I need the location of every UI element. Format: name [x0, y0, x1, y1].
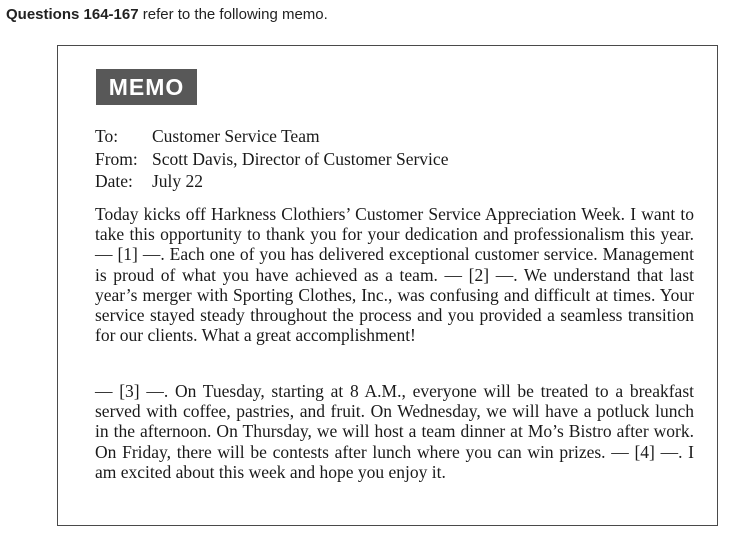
- memo-from-row: [95, 148, 448, 171]
- question-intro: [6, 6, 328, 23]
- memo-box: [57, 45, 718, 526]
- memo-from-label: From:: [95, 148, 138, 169]
- memo-to-value: Customer Service Team: [152, 126, 320, 146]
- memo-to-row: [95, 125, 448, 148]
- memo-to-label: To:: [95, 126, 119, 146]
- memo-date-row: [95, 170, 448, 193]
- memo-paragraph-2: — [3] —. On Tuesday, starting at 8 A.M., everyone will be treated to a breakfast served with coffee, pastries, and fruit. On Wednesday, we will have a potluck lunch in the afternoon. On Thursday, we will host a team dinner at Mo’s Bistro after work. On Friday, there will be contests after lunch where you can win prizes. — [4] —. I am excited about this week and hope you enjoy it.: [95, 381, 694, 482]
- memo-header: [95, 125, 448, 193]
- memo-badge: MEMO: [96, 69, 197, 105]
- memo-date-label: Date:: [95, 171, 133, 191]
- question-range: Questions 164-167: [6, 6, 139, 23]
- memo-date-value: July 22: [152, 171, 204, 191]
- question-intro-text: refer to the following memo.: [138, 6, 328, 23]
- memo-from-value: Scott Davis, Director of Customer Service: [152, 148, 449, 169]
- memo-paragraph-1: Today kicks off Harkness Clothiers’ Customer Service Appreciation Week. I want to take this opportunity to thank you for your dedication and professionalism this year. — [1] —. Each one of you has delivered exceptional customer service. Management is proud of what you have achieved as a team. — [2] —. We understand that last year’s merger with Sporting Clothes, Inc., was confusing and difficult at times. Your service stayed steady throughout the process and you provided a seamless transition for our clients. What a great accomplishment!: [95, 204, 694, 346]
